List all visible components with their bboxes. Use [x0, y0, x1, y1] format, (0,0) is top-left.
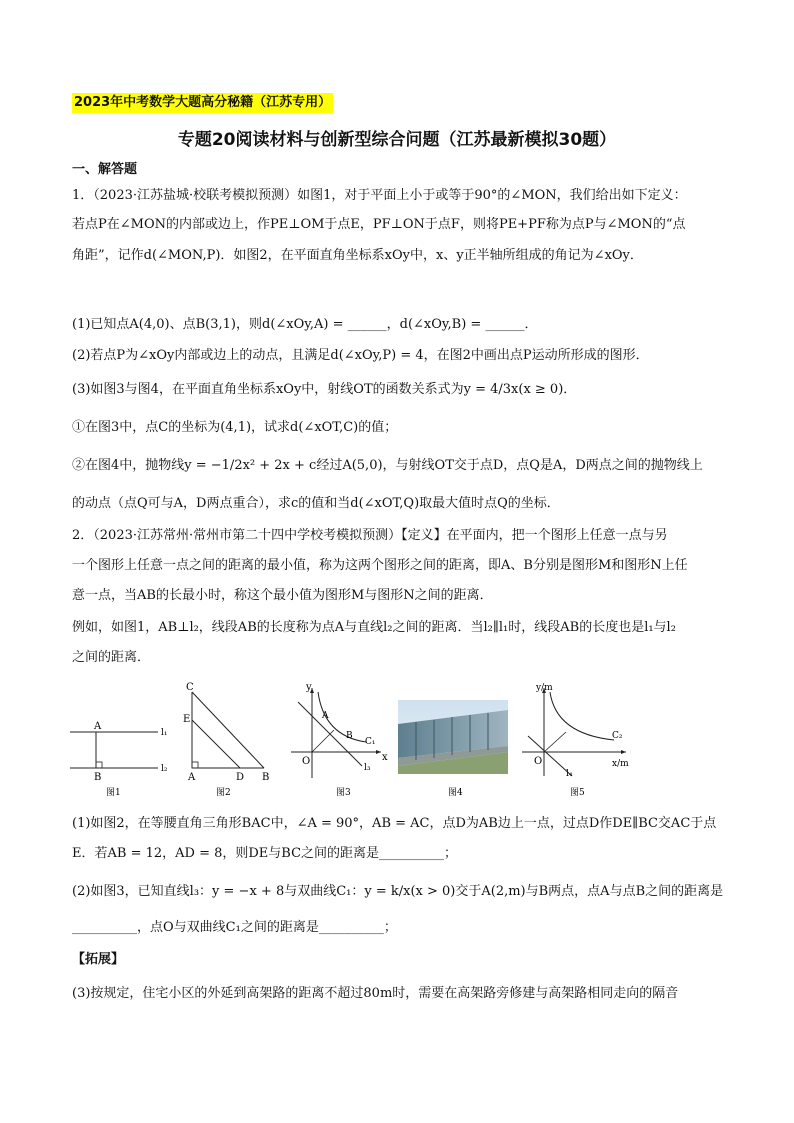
fig4-caption: 图4 [448, 788, 463, 798]
figures-svg [66, 680, 726, 800]
q2-part-1-line-1: (1)如图2，在等腰直角三角形BAC中，∠A = 90°，AB = AC，点D为AB边上一点，过点D作DE∥BC交AC于点 [72, 816, 717, 831]
page-title: 专题20阅读材料与创新型综合问题（江苏最新模拟30题） [177, 130, 617, 150]
fig2-label-a: A [188, 772, 196, 783]
q1-line-3: 角距”，记作d(∠MON,P)．如图2，在平面直角坐标系xOy中，x、y正半轴所组成的角记为∠xOy． [72, 248, 643, 263]
figure-1 [70, 721, 168, 798]
q2-line-3: 意一点，当AB的长最小时，称这个最小值为图形M与图形N之间的距离． [72, 588, 493, 603]
fig2-label-d: D [236, 772, 245, 783]
figure-3 [291, 682, 388, 798]
q2-line-5: 之间的距离． [72, 650, 151, 665]
fig3-label-c1: C₁ [365, 737, 376, 747]
q1-line-1: 1．（2023·江苏盐城·校联考模拟预测）如图1，对于平面上小于或等于90°的∠MON，我们给出如下定义： [72, 188, 687, 203]
fig1-label-l2: l₂ [161, 764, 168, 774]
q1-part-3: (3)如图3与图4，在平面直角坐标系xOy中，射线OT的函数关系式为y = 4/3x(x ≥ 0)． [72, 382, 577, 397]
fig2-label-e: E [183, 714, 191, 725]
q2-line-1: 2．（2023·江苏常州·常州市第二十四中学校考模拟预测）【定义】在平面内，把一个图形上任意一点与另 [72, 528, 668, 543]
fig3-label-y: y [306, 682, 312, 693]
fig3-label-b: B [346, 731, 353, 741]
fig3-caption: 图3 [336, 788, 351, 798]
fig5-label-c2: C₂ [612, 731, 623, 741]
q1-line-2: 若点P在∠MON的内部或边上，作PE⊥OM于点E，PF⊥ON于点F，则将PE+PF称为点P与∠MON的“点 [72, 217, 686, 232]
figure-5 [522, 683, 629, 798]
fig2-label-c: C [186, 682, 194, 693]
q2-part-2-line-2: __________，点O与双曲线C₁之间的距离是__________； [72, 920, 397, 935]
fig2-caption: 图2 [216, 788, 231, 798]
fig3-label-x: x [382, 752, 388, 763]
q1-part-3b-line-2: 的动点（点Q可与A，D两点重合），求c的值和当d(∠xOT,Q)取最大值时点Q的坐标． [72, 496, 560, 511]
fig5-label-o: O [534, 756, 543, 767]
figures-row [66, 680, 726, 800]
section-heading: 一、解答题 [72, 162, 138, 177]
fig1-label-l1: l₁ [161, 728, 168, 738]
fig3-label-a: A [322, 711, 329, 721]
fig5-label-y: y/m [536, 683, 553, 693]
q2-line-2: 一个图形上任意一点之间的距离的最小值，称为这两个图形之间的距离，即A、B分别是图形M和图形N上任 [72, 558, 688, 573]
q1-part-2: (2)若点P为∠xOy内部或边上的动点，且满足d(∠xOy,P) = 4，在图2中画出点P运动所形成的图形． [72, 348, 649, 363]
figure-2 [183, 682, 269, 798]
extension-heading: 【拓展】 [72, 952, 125, 967]
q2-line-4: 例如，如图1，AB⊥l₂，线段AB的长度称为点A与直线l₂之间的距离．当l₂∥l₁时，线段AB的长度也是l₁与l₂ [72, 620, 676, 635]
q2-part-1-line-2: E．若AB = 12，AD = 8，则DE与BC之间的距离是__________； [72, 846, 458, 861]
fig2-label-b: B [262, 772, 270, 783]
q2-part-2-line-1: (2)如图3，已知直线l₃：y = −x + 8与双曲线C₁：y = k/x(x > 0)交于A(2,m)与B两点，点A与点B之间的距离是 [72, 884, 724, 899]
fig5-label-x: x/m [612, 759, 629, 769]
figure-4-photo [398, 700, 508, 798]
fig1-label-a: A [94, 721, 102, 732]
q2-part-3: (3)按规定，住宅小区的外延到高架路的距离不超过80m时，需要在高架路旁修建与高架路相同走向的隔音 [72, 986, 679, 1001]
fig5-label-l4: l₄ [566, 769, 573, 779]
fig5-caption: 图5 [570, 788, 585, 798]
fig1-caption: 图1 [106, 788, 121, 798]
fig3-label-l3: l₃ [364, 763, 371, 773]
q1-part-1: (1)已知点A(4,0)、点B(3,1)，则d(∠xOy,A) = ______，d(∠xOy,B) = ______． [72, 317, 538, 332]
series-label: 2023年中考数学大题高分秘籍（江苏专用） [72, 93, 333, 113]
fig1-label-b: B [94, 772, 102, 783]
fig3-label-o: O [302, 756, 311, 767]
q1-part-3b-line-1: ②在图4中，抛物线y = −1/2x² + 2x + c经过A(5,0)，与射线OT交于点D，点Q是A，D两点之间的抛物线上 [72, 458, 703, 473]
q1-part-3a: ①在图3中，点C的坐标为(4,1)，试求d(∠xOT,C)的值； [72, 420, 398, 435]
